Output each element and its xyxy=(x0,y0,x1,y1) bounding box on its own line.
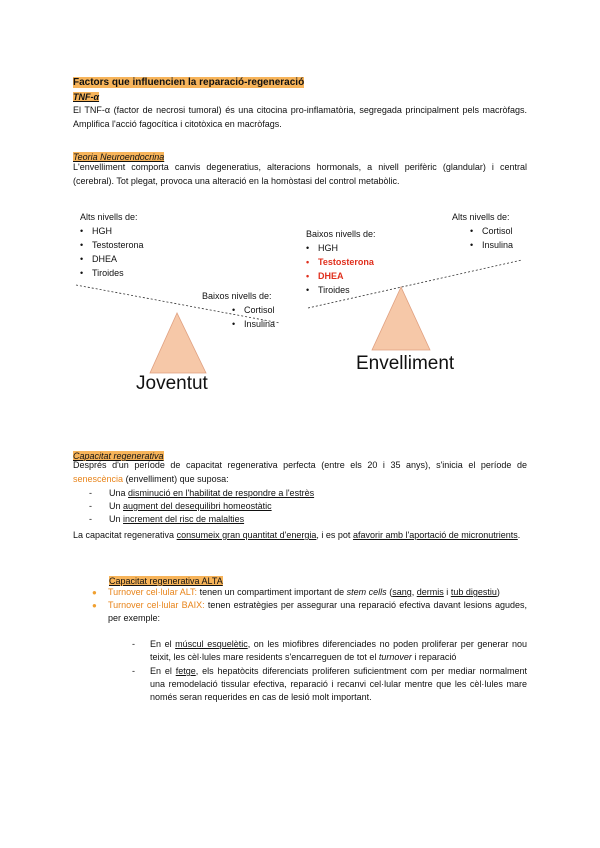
joventut-triangle xyxy=(150,313,206,373)
list-item: • Tiroides xyxy=(306,283,376,297)
list-item: • Insulina xyxy=(232,317,275,331)
list-item: - En el fetge, els hepatòcits diferenciats proliferen suficientment com per mediar normalment una remodelació tissular efectiva, reparació i recanvi cel·lular mentre que les cèl·lules mare només seran requerides en cas de lesió molt important. xyxy=(80,665,527,704)
list-item: • Testosterona xyxy=(80,238,144,252)
capacitat-intro: Després d'un període de capacitat regenerativa perfecta (entre els 20 i 35 anys), s'inicia el període de senescència (envelliment) que suposa: xyxy=(73,460,527,484)
list-item: ● Turnover cel·lular BAIX: tenen estratègies per assegurar una reparació efectiva davant lesions agudes, per exemple: xyxy=(80,599,527,625)
list-item: • HGH xyxy=(306,241,376,255)
joventut-low-label: Baixos nivells de: xyxy=(202,291,272,301)
list-item: • Cortisol xyxy=(232,303,275,317)
envelliment-high-block xyxy=(452,210,513,252)
list-item: - En el múscul esquelètic, on les miofibres diferenciades no poden proliferar per generar nou teixit, les cèl·lules mare residents s'encarreguen de tot el turnover i reparació xyxy=(80,638,527,664)
tnf-paragraph: El TNF-α (factor de necrosi tumoral) és una citocina pro-inflamatòria, segregada principalment pels macròfags. Amplifica l'acció fagocítica i citotòxica en macròfags. xyxy=(73,105,527,129)
list-item: ● Turnover cel·lular ALT: tenen un compartiment important de stem cells (sang, dermis i tub digestiu) xyxy=(80,586,527,599)
list-item: • Cortisol xyxy=(470,224,513,238)
alta-sublist xyxy=(80,638,527,704)
hormone-balance-diagram xyxy=(70,205,530,410)
list-item: • Tiroides xyxy=(80,266,144,280)
envelliment-triangle xyxy=(372,287,430,350)
list-item: • HGH xyxy=(80,224,144,238)
capacitat-heading: Capacitat regenerativa xyxy=(73,451,164,461)
joventut-low-block xyxy=(202,289,275,331)
envelliment-low-block xyxy=(306,227,376,297)
alta-heading: Capacitat regenerativa ALTA xyxy=(109,576,223,586)
capacitat-paragraph-2: La capacitat regenerativa consumeix gran quantitat d'energia, i es pot afavorir amb l'aportació de micronutrients. xyxy=(73,530,521,540)
neuro-paragraph: L'envelliment comporta canvis degeneratius, alteracions hormonals, a nivell perifèric (glandular) i central (cerebral). Tot plegat, provoca una alteració en la homòstasi del control metabòlic. xyxy=(73,162,527,186)
list-item: - Un augment del desequilibri homeostàtic xyxy=(73,500,527,513)
alta-list xyxy=(80,586,527,625)
list-item-highlighted: • DHEA xyxy=(306,269,376,283)
envelliment-low-label: Baixos nivells de: xyxy=(306,229,376,239)
envelliment-high-label: Alts nivells de: xyxy=(452,212,510,222)
joventut-high-block xyxy=(80,210,144,280)
tnf-heading: TNF-α xyxy=(73,92,100,102)
list-item: - Un increment del risc de malalties xyxy=(73,513,527,526)
envelliment-caption: Envelliment xyxy=(356,353,455,374)
capacitat-list xyxy=(73,487,527,526)
list-item: - Una disminució en l'habilitat de respondre a l'estrès xyxy=(73,487,527,500)
joventut-caption: Joventut xyxy=(136,373,208,394)
joventut-high-label: Alts nivells de: xyxy=(80,212,138,222)
page-title: Factors que influencien la reparació-regeneració xyxy=(73,77,305,88)
list-item: • DHEA xyxy=(80,252,144,266)
list-item: • Insulina xyxy=(470,238,513,252)
neuro-heading: Teoria Neuroendocrina xyxy=(73,152,165,162)
list-item-highlighted: • Testosterona xyxy=(306,255,376,269)
